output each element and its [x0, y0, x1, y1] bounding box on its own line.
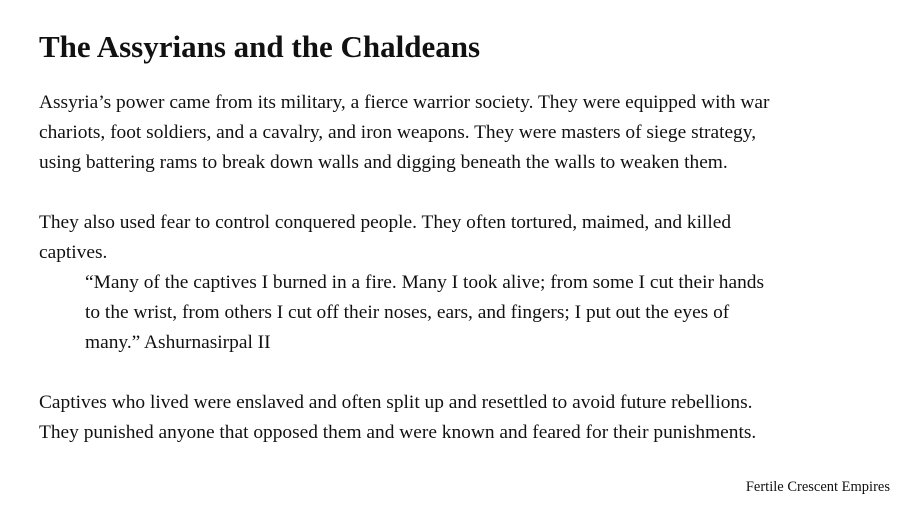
fear-paragraph: [39, 208, 889, 268]
quote-line: “Many of the captives I burned in a fire. Many I took alive; from some I cut their hands: [85, 272, 765, 293]
text-line: captives.: [39, 242, 108, 263]
paragraph-spacer: [39, 358, 889, 388]
captives-paragraph: [39, 388, 889, 448]
text-line: using battering rams to break down walls and digging beneath the walls to weaken them.: [39, 152, 728, 173]
ashurnasirpal-quote: [39, 268, 889, 358]
text-line: Assyria’s power came from its military, a fierce warrior society. They were equipped with war: [39, 92, 770, 113]
slide-body: [39, 88, 889, 448]
military-paragraph: [39, 88, 889, 178]
text-line: They punished anyone that opposed them and were known and feared for their punishments.: [39, 422, 757, 443]
text-line: chariots, foot soldiers, and a cavalry, and iron weapons. They were masters of siege strategy,: [39, 122, 757, 143]
text-line: They also used fear to control conquered people. They often tortured, maimed, and killed: [39, 212, 732, 233]
slide-title: The Assyrians and the Chaldeans: [39, 29, 481, 64]
paragraph-spacer: [39, 178, 889, 208]
text-line: Captives who lived were enslaved and often split up and resettled to avoid future rebellions.: [39, 392, 753, 413]
quote-line: to the wrist, from others I cut off their noses, ears, and fingers; I put out the eyes of: [85, 302, 730, 323]
slide-footer: Fertile Crescent Empires: [745, 479, 890, 495]
quote-line: many.” Ashurnasirpal II: [85, 332, 271, 353]
